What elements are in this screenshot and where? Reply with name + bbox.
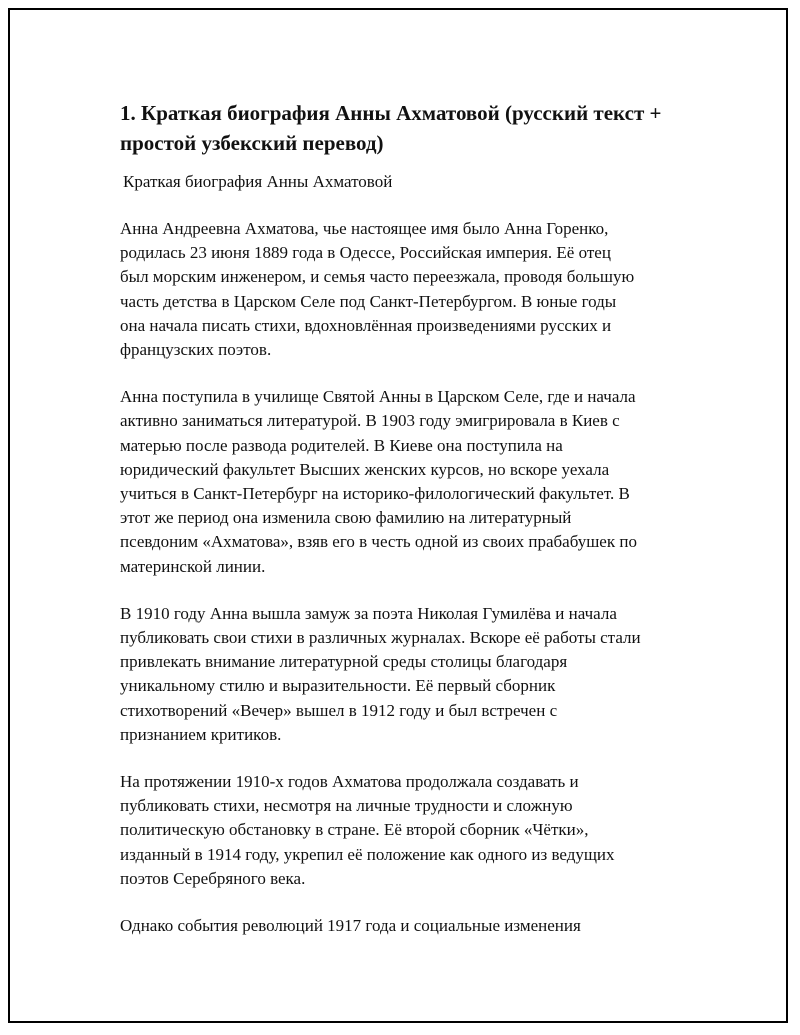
text-line: публиковать свои стихи в различных журналах. Вскоре её работы стали bbox=[120, 628, 641, 648]
text-line: В 1910 году Анна вышла замуж за поэта Николая Гумилёва и начала bbox=[120, 603, 617, 623]
paragraph-4 bbox=[120, 770, 700, 891]
title-line: простой узбекский перевод) bbox=[120, 131, 384, 155]
text-line: признанием критиков. bbox=[120, 724, 282, 744]
page-frame bbox=[8, 8, 788, 1023]
text-line: матерью после развода родителей. В Киеве она поступила на bbox=[120, 435, 563, 455]
paragraph-1 bbox=[120, 217, 700, 362]
title-line: 1. Краткая биография Анны Ахматовой (русский текст + bbox=[120, 101, 662, 125]
text-line: псевдоним «Ахматова», взяв его в честь одной из своих прабабушек по bbox=[120, 532, 637, 552]
text-line: привлекать внимание литературной среды столицы благодаря bbox=[120, 652, 568, 672]
text-line: публиковать стихи, несмотря на личные трудности и сложную bbox=[120, 796, 573, 816]
text-line: Анна Андреевна Ахматова, чье настоящее имя было Анна Горенко, bbox=[120, 219, 609, 238]
paragraph-2 bbox=[120, 385, 700, 579]
text-line: Однако события революций 1917 года и социальные изменения bbox=[120, 916, 581, 936]
document-body bbox=[120, 98, 700, 961]
text-line: изданный в 1914 году, укрепил её положение как одного из ведущих bbox=[120, 844, 615, 864]
text-line: она начала писать стихи, вдохновлённая произведениями русских и bbox=[120, 315, 612, 335]
document-title bbox=[120, 98, 700, 158]
paragraph-5 bbox=[120, 914, 700, 938]
text-line: учиться в Санкт-Петербург на историко-филологический факультет. В bbox=[120, 484, 630, 504]
text-line: этот же период она изменила свою фамилию на литературный bbox=[120, 508, 572, 528]
text-line: уникальному стилю и выразительности. Её первый сборник bbox=[120, 676, 556, 696]
text-line: Анна поступила в училище Святой Анны в Царском Селе, где и начала bbox=[120, 387, 636, 407]
text-line: поэтов Серебряного века. bbox=[120, 868, 306, 888]
text-line: материнской линии. bbox=[120, 556, 266, 576]
document-subtitle: Краткая биография Анны Ахматовой bbox=[123, 172, 393, 191]
text-line: был морским инженером, и семья часто переезжала, проводя большую bbox=[120, 267, 635, 287]
text-line: юридический факультет Высших женских курсов, но вскоре уехала bbox=[120, 459, 610, 479]
text-line: На протяжении 1910-х годов Ахматова продолжала создавать и bbox=[120, 772, 579, 792]
text-line: активно заниматься литературой. В 1903 году эмигрировала в Киев с bbox=[120, 411, 620, 431]
text-line: родилась 23 июня 1889 года в Одессе, Российская империя. Её отец bbox=[120, 243, 611, 263]
text-line: политическую обстановку в стране. Её второй сборник «Чётки», bbox=[120, 820, 589, 840]
paragraph-3 bbox=[120, 602, 700, 747]
text-line: французских поэтов. bbox=[120, 340, 272, 360]
text-line: стихотворений «Вечер» вышел в 1912 году и был встречен с bbox=[120, 700, 558, 720]
text-line: часть детства в Царском Селе под Санкт-Петербургом. В юные годы bbox=[120, 291, 617, 311]
